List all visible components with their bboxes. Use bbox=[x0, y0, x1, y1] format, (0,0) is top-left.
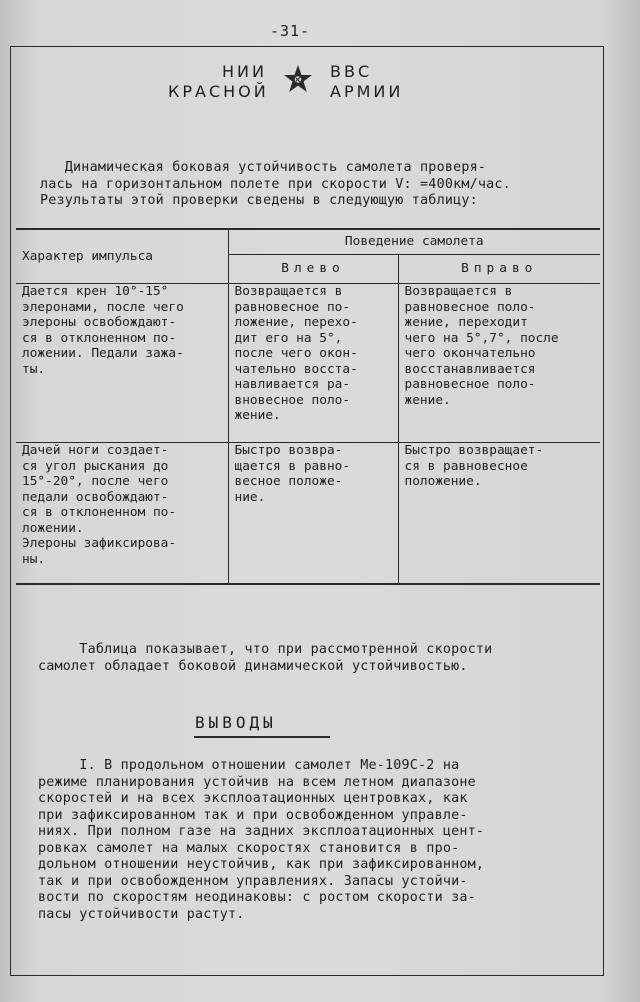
intro-paragraph: Динамическая боковая устойчивость самолета проверя- лась на горизонтальном полете при скорости V: =400км/час. Результаты этой проверки сведены в следующую таблицу: bbox=[40, 160, 511, 208]
page-number: -31- bbox=[269, 22, 311, 40]
table-header-right: Вправо bbox=[398, 255, 600, 284]
red-army-star-icon bbox=[283, 64, 313, 94]
table-cell-left: Возвращается в равновесное по- ложение, перехо- дит его на 5°, после чего окон- чательно восста- навливается ра- вновесное поло- жение. bbox=[228, 284, 398, 443]
summary-paragraph: Таблица показывает, что при рассмотренной скорости самолет обладает боковой динамической устойчивостью. bbox=[38, 642, 493, 674]
table-header-impulse: Характер импульса bbox=[16, 229, 228, 284]
heading-underline bbox=[194, 736, 330, 738]
table-cell-right: Возвращается в равновесное поло- жение, переходит чего на 5°,7°, после чего окончательно восстанавливается равновесное поло- жение. bbox=[398, 284, 600, 443]
table-header-left: Влево bbox=[228, 255, 398, 284]
table-header-behavior: Поведение самолета bbox=[228, 229, 600, 255]
table-cell-right: Быстро возвращает- ся в равновесное положение. bbox=[398, 443, 600, 585]
table-cell-impulse: Дачей ноги создает- ся угол рыскания до 15°-20°, после чего педали освобождают- ся в отклоненном по- ложении. Элероны зафиксирова- ны. bbox=[16, 443, 228, 585]
table-cell-left: Быстро возвра- щается в равно- весное положе- ние. bbox=[228, 443, 398, 585]
conclusions-heading: ВЫВОДЫ bbox=[195, 713, 277, 732]
stability-table bbox=[16, 228, 600, 585]
conclusion-paragraph: I. В продольном отношении самолет Ме-109С-2 на режиме планирования устойчив на всем летном диапазоне скоростей и на всех эксплоатационных центровках, как при зафиксированном так и при освобожденном управле- ниях. При полном газе на задних эксплоатационных цент- ровках самолет на малых скоростях становится в про- дольном отношении неустойчив, как при зафиксированном, так и при освобожденном управлениях. Запасы устойчи- вости по скоростям неодинаковы: с ростом скорости за- пасы устойчивости растут. bbox=[38, 758, 485, 922]
table-row bbox=[16, 443, 600, 585]
header-nii: НИИ bbox=[222, 62, 267, 81]
header-armii: АРМИИ bbox=[330, 82, 404, 101]
table-row bbox=[16, 284, 600, 443]
header-vvs: ВВС bbox=[330, 62, 373, 81]
header-krasnoy: КРАСНОЙ bbox=[168, 82, 269, 101]
table-cell-impulse: Дается крен 10°-15° элеронами, после чего элероны освобождают- ся в отклоненном по- ложении. Педали зажа- ты. bbox=[16, 284, 228, 443]
